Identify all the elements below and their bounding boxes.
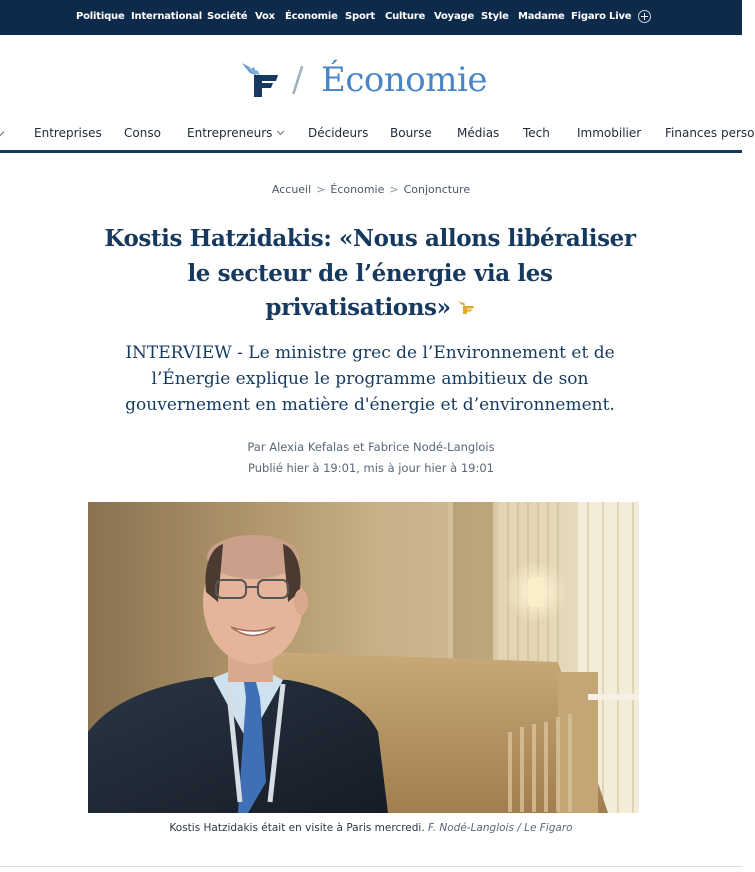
topnav-item-international[interactable]: International (131, 11, 202, 22)
secnav-item-medias[interactable]: Médias (457, 126, 500, 140)
topnav-item-culture[interactable]: Culture (385, 11, 426, 22)
article-byline (0, 437, 742, 479)
topnav-item-style[interactable]: Style (481, 11, 509, 22)
standfirst-line: l’Énergie explique le programme ambitieux de son (151, 369, 589, 389)
premium-f-icon (457, 300, 475, 315)
article-headline (70, 222, 670, 326)
section-navigation (0, 115, 755, 153)
breadcrumb-separator: > (316, 183, 326, 196)
section-title[interactable]: Économie (321, 60, 487, 100)
secnav-item-label: Entrepreneurs (187, 126, 273, 140)
topnav-item-madame[interactable]: Madame (518, 11, 565, 22)
top-navigation (0, 0, 742, 35)
topnav-item-figaro-live[interactable]: Figaro Live (571, 11, 632, 22)
secnav-item-entreprises[interactable]: Entreprises (34, 126, 102, 140)
headline-line: privatisations» (265, 294, 451, 321)
secnav-item-conso[interactable]: Conso (124, 126, 161, 140)
secnav-item-immobilier[interactable]: Immobilier (577, 126, 642, 140)
plus-circle-icon[interactable] (638, 10, 651, 23)
breadcrumb-item-economie[interactable]: Économie (330, 183, 385, 196)
secnav-item-decideurs[interactable]: Décideurs (308, 126, 369, 140)
headline-line: Kostis Hatzidakis: «Nous allons libéraliser (104, 225, 636, 252)
breadcrumb-item-accueil[interactable]: Accueil (271, 183, 312, 196)
photo-caption (0, 822, 742, 834)
breadcrumb-item-conjoncture[interactable]: Conjoncture (403, 183, 471, 196)
topnav-item-societe[interactable]: Société (207, 11, 248, 22)
chevron-down-icon (277, 128, 284, 135)
logo-divider: / (292, 60, 304, 100)
headline-line: le secteur de l’énergie via les (187, 259, 553, 287)
article-photo[interactable] (88, 502, 639, 813)
standfirst-line: INTERVIEW - Le ministre grec de l’Environnement et de (125, 343, 615, 363)
divider (0, 866, 742, 867)
topnav-item-sport[interactable]: Sport (345, 11, 375, 22)
author-line[interactable]: Par Alexia Kefalas et Fabrice Nodé-Langlois (247, 440, 495, 454)
chevron-left-icon[interactable] (0, 128, 4, 136)
topnav-item-vox[interactable]: Vox (255, 11, 275, 22)
breadcrumb-separator: > (389, 183, 399, 196)
topnav-item-economie[interactable]: Économie (285, 11, 338, 22)
secnav-item-bourse[interactable]: Bourse (390, 126, 432, 140)
photo-credit: F. Nodé-Langlois / Le Figaro (428, 822, 573, 834)
caption-text: Kostis Hatzidakis était en visite à Paris mercredi. (169, 822, 425, 834)
article-photo-image (88, 502, 639, 813)
breadcrumb (0, 183, 742, 196)
top-nav-list (0, 0, 742, 35)
article-standfirst (85, 340, 655, 418)
figaro-f-logo-icon[interactable] (240, 61, 280, 99)
secnav-item-finances-perso[interactable]: Finances perso (665, 126, 755, 140)
secnav-item-entrepreneurs[interactable] (187, 126, 283, 140)
topnav-item-politique[interactable]: Politique (76, 11, 125, 22)
secnav-item-tech[interactable]: Tech (523, 126, 550, 140)
section-header (0, 35, 742, 115)
topnav-item-voyage[interactable]: Voyage (434, 11, 475, 22)
standfirst-line: gouvernement en matière d'énergie et d’environnement. (125, 395, 615, 415)
publish-date: Publié hier à 19:01, mis à jour hier à 19:01 (248, 461, 494, 475)
